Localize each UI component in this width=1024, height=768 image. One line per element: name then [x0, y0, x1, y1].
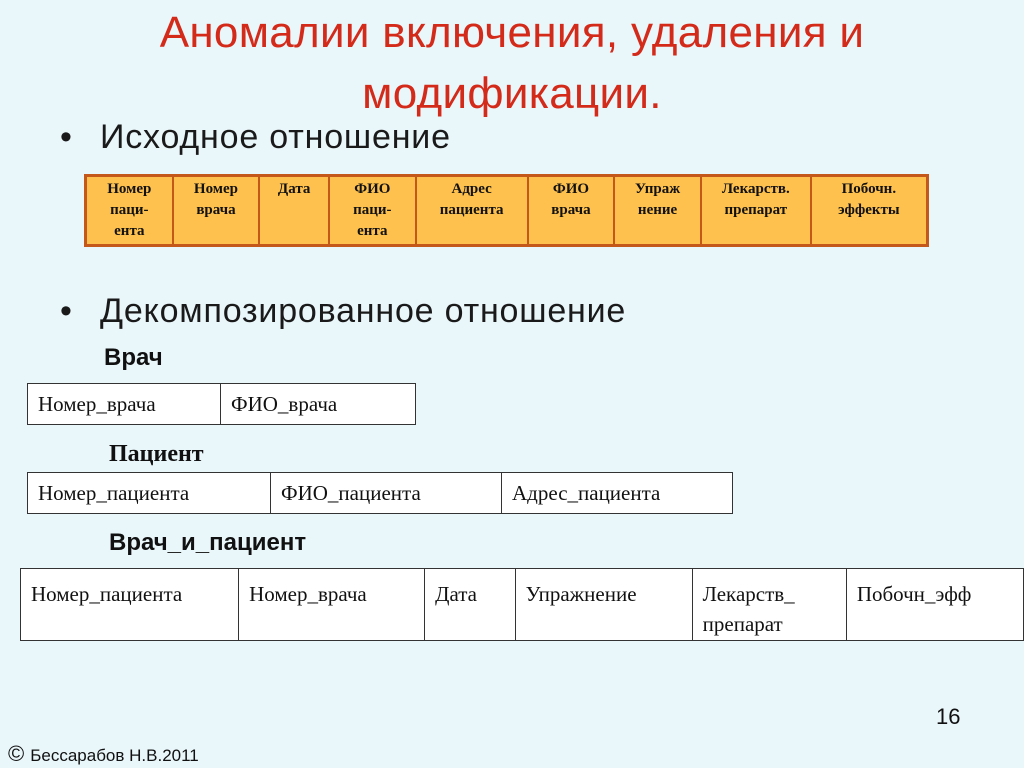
- table-cell: Лекарств_ препарат: [692, 569, 846, 641]
- table-cell: ФИО паци- ента: [329, 176, 416, 246]
- table-cell: Номер_врача: [239, 569, 425, 641]
- doctor-relation-caption: Врач: [104, 344, 163, 371]
- table-cell: Адрес_пациента: [502, 473, 733, 514]
- table-cell: Номер_пациента: [21, 569, 239, 641]
- table-row: [28, 384, 416, 425]
- table-cell: ФИО_врача: [221, 384, 416, 425]
- copyright-icon: ©: [8, 741, 25, 766]
- source-relation-table: [84, 174, 929, 247]
- table-cell: Номер_пациента: [28, 473, 271, 514]
- table-cell: Упраж нение: [614, 176, 701, 246]
- table-cell: Дата: [259, 176, 329, 246]
- table-row: [28, 473, 733, 514]
- bullet-dot: •: [60, 118, 73, 156]
- bullet-decomposed-text: Декомпозированное отношение: [100, 292, 627, 330]
- page-number: 16: [936, 704, 961, 729]
- table-cell: Номер врача: [173, 176, 260, 246]
- table-cell: ФИО врача: [528, 176, 615, 246]
- bullet-dot: •: [60, 292, 73, 330]
- link-relation-caption: Врач_и_пациент: [109, 529, 307, 556]
- footer-credit: [8, 741, 199, 767]
- bullet-source-text: Исходное отношение: [100, 118, 451, 156]
- footer-author: Бессарабов Н.В.2011: [30, 746, 199, 765]
- bullet-source-relation: [60, 118, 451, 157]
- table-cell: Лекарств. препарат: [701, 176, 811, 246]
- doctor-relation-table: [27, 383, 416, 425]
- table-row: [21, 569, 1024, 641]
- table-cell: Адрес пациента: [416, 176, 528, 246]
- table-cell: Побочн. эффекты: [811, 176, 928, 246]
- table-cell: Упражнение: [515, 569, 692, 641]
- table-cell: Номер_врача: [28, 384, 221, 425]
- table-cell: Номер паци- ента: [86, 176, 173, 246]
- patient-relation-table: [27, 472, 733, 514]
- table-row: [86, 176, 928, 246]
- patient-relation-caption: Пациент: [109, 441, 204, 467]
- bullet-decomposed-relation: [60, 292, 626, 331]
- doctor-patient-relation-table: [20, 568, 1024, 641]
- table-cell: Побочн_эфф: [846, 569, 1023, 641]
- slide-title: Аномалии включения, удаления и модификации.: [159, 8, 865, 118]
- table-cell: Дата: [425, 569, 515, 641]
- table-cell: ФИО_пациента: [271, 473, 502, 514]
